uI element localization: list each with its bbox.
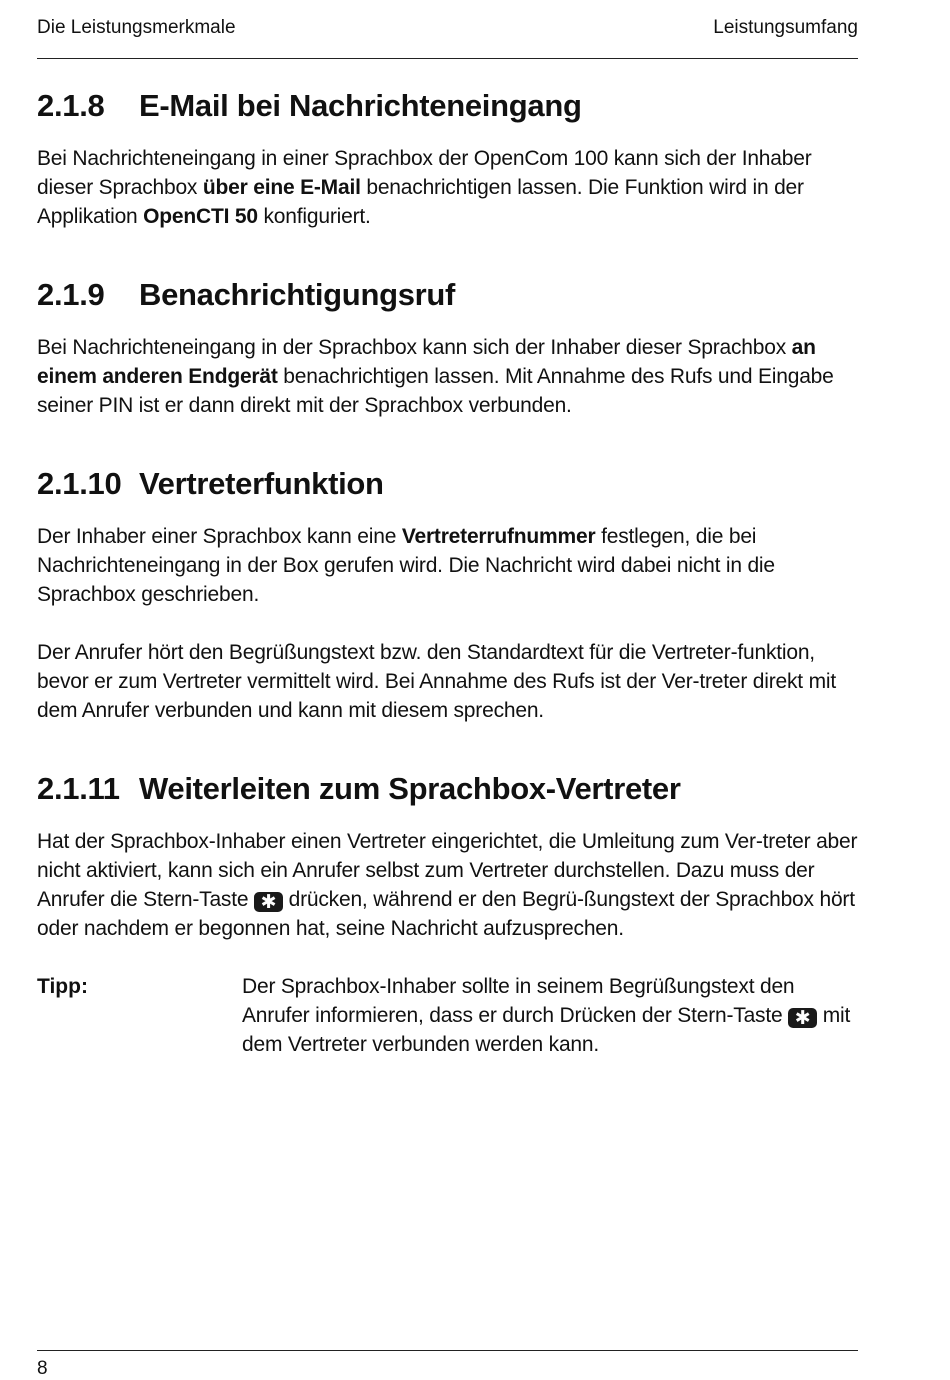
text: benachrichtigen lassen. Mit Annahme des Rufs und Eingabe seiner PIN ist er dann direkt mit der Sprachbox verbunden. [37, 365, 834, 417]
bold-text: an einem anderen Endgerät [37, 336, 816, 388]
text: drücken, während er den Begrü-ßungstext der Sprachbox hört oder nachdem er begonnen hat, seine Nachricht aufzusprechen. [37, 888, 855, 940]
text: Der Sprachbox-Inhaber sollte in seinem Begrüßungstext den Anrufer informieren, dass er durch Drücken der Stern-Taste [242, 975, 795, 1027]
section-2-1-8 [37, 86, 858, 231]
header-chapter: Die Leistungsmerkmale [37, 17, 236, 38]
star-key-icon: ✱ [788, 1008, 817, 1028]
section-title: Vertreterfunktion [139, 466, 384, 501]
star-key-icon: ✱ [254, 892, 283, 912]
tip-text [242, 972, 858, 1059]
text: mit dem Vertreter verbunden werden kann. [242, 1004, 851, 1056]
section-2-1-9 [37, 275, 858, 420]
section-heading [37, 275, 858, 315]
text: festlegen, die bei Nachrichteneingang in der Box gerufen wird. Die Nachricht wird dabei nicht in die Sprachbox geschrieben. [37, 525, 775, 606]
section-number: 2.1.11 [37, 771, 120, 806]
bold-text: Vertreterrufnummer [401, 525, 596, 548]
section-heading [37, 86, 858, 126]
page-header [37, 16, 858, 59]
section-heading [37, 464, 858, 504]
page-content [37, 86, 858, 1059]
section-2-1-10 [37, 464, 858, 725]
page-footer [37, 1350, 858, 1379]
paragraph [37, 522, 858, 609]
section-heading [37, 769, 858, 809]
section-2-1-11 [37, 769, 858, 943]
text: Hat der Sprachbox-Inhaber einen Vertreter eingerichtet, die Umleitung zum Ver-treter aber nicht aktiviert, kann sich ein Anrufer selbst zum Vertreter durchstellen. Dazu muss der Anrufer die Stern-Taste [37, 830, 858, 911]
section-title: Weiterleiten zum Sprachbox-Vertreter [139, 771, 681, 806]
section-title: E-Mail bei Nachrichteneingang [139, 88, 582, 123]
section-number: 2.1.8 [37, 88, 105, 123]
header-section: Leistungsumfang [713, 17, 858, 38]
section-number: 2.1.9 [37, 277, 105, 312]
section-title: Benachrichtigungsruf [139, 277, 456, 312]
paragraph [37, 144, 858, 231]
text: konfiguriert. [257, 205, 371, 228]
paragraph [37, 827, 858, 943]
paragraph: Der Anrufer hört den Begrüßungstext bzw. den Standardtext für die Vertreter-funktion, bevor er zum Vertreter vermittelt wird. Bei Annahme des Rufs ist der Ver-treter direkt mit dem Anrufer verbunden und kann mit diesem sprechen. [37, 641, 836, 722]
bold-text: OpenCTI 50 [143, 205, 258, 228]
bold-text: über eine E-Mail [202, 176, 361, 199]
text: Der Inhaber einer Sprachbox kann eine [37, 525, 402, 548]
paragraph [37, 333, 858, 420]
text: benachrichtigen lassen. Die Funktion wird in der Applikation [37, 176, 804, 228]
page-number: 8 [37, 1358, 48, 1379]
section-number: 2.1.10 [37, 466, 122, 501]
text: Bei Nachrichteneingang in der Sprachbox kann sich der Inhaber dieser Sprachbox [37, 336, 792, 359]
text: Bei Nachrichteneingang in einer Sprachbox der OpenCom 100 kann sich der Inhaber dieser Sprachbox [37, 147, 812, 199]
tip-box [37, 972, 858, 1059]
tip-label: Tipp: [37, 975, 88, 998]
